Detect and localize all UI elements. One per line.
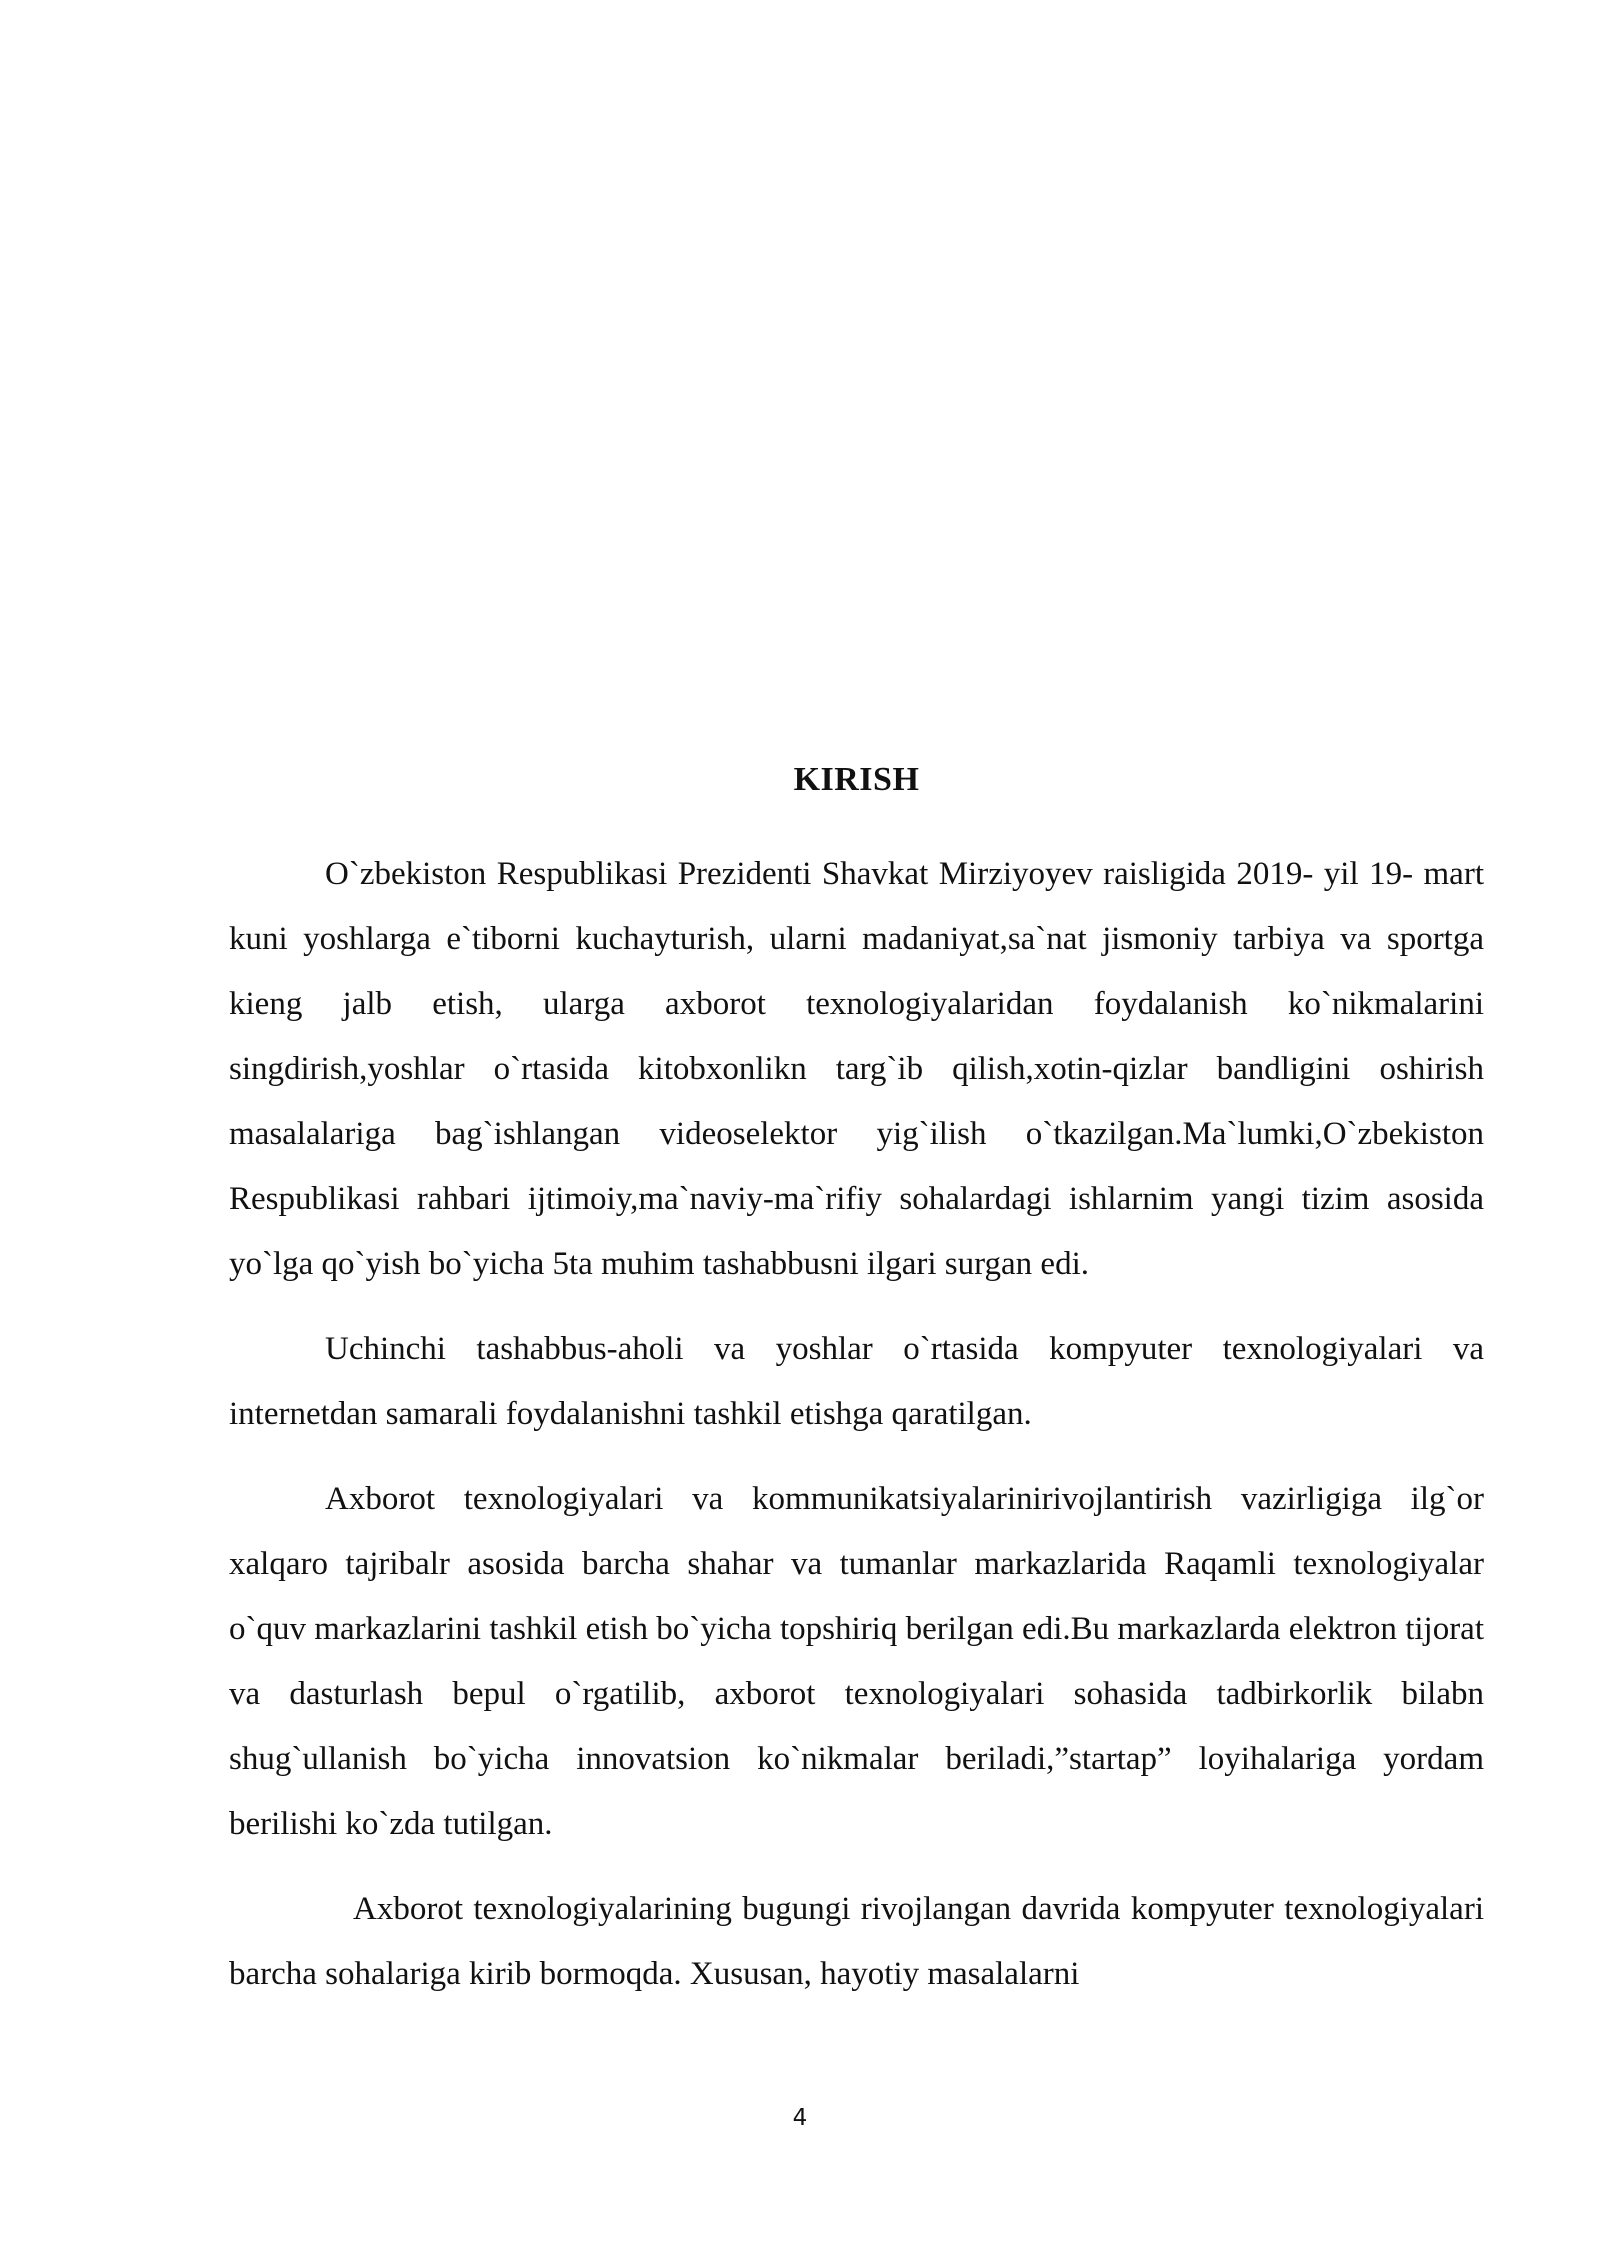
paragraph-it-development: Axborot texnologiyalarining bugungi rivojlangan davrida kompyuter texnologiyalari barcha sohalariga kirib bormoqda. Xususan, hayotiy masalalarni [229,1891,1484,1992]
section-heading: KIRISH [793,761,920,798]
paragraph-ministry: Axborot texnologiyalari va kommunikatsiyalarinirivojlantirish vazirligiga ilg`or xalqaro tajribalr asosida barcha shahar va tumanlar markazlarida Raqamli texnologiyalar o`quv markazlarini tashkil etish bo`yicha topshiriq berilgan edi.Bu markazlarda elektron tijorat va dasturlash bepul o`rgatilib, axborot texnologiyalari sohasida tadbirkorlik bilabn shug`ullanish bo`yicha innovatsion ko`nikmalar beriladi,”startap” loyihalariga yordam berilishi ko`zda tutilgan. [229,1481,1484,1842]
body-text [229,842,1484,2027]
paragraph-intro: O`zbekiston Respublikasi Prezidenti Shavkat Mirziyoyev raisligida 2019- yil 19- mart kuni yoshlarga e`tiborni kuchayturish, ularni madaniyat,sa`nat jismoniy tarbiya va sportga kieng jalb etish, ularga axborot texnologiyalaridan foydalanish ko`nikmalarini singdirish,yoshlar o`rtasida kitobxonlikn targ`ib qilish,xotin-qizlar bandligini oshirish masalalariga bag`ishlangan videoselektor yig`ilish o`tkazilgan.Ma`lumki,O`zbekiston Respublikasi rahbari ijtimoiy,ma`naviy-ma`rifiy sohalardagi ishlarnim yangi tizim asosida yo`lga qo`yish bo`yicha 5ta muhim tashabbusni ilgari surgan edi. [229,856,1484,1282]
paragraph-third-initiative: Uchinchi tashabbus-aholi va yoshlar o`rtasida kompyuter texnologiyalari va internetdan samarali foydalanishni tashkil etishga qaratilgan. [229,1331,1484,1432]
page-number: 4 [792,2105,808,2131]
